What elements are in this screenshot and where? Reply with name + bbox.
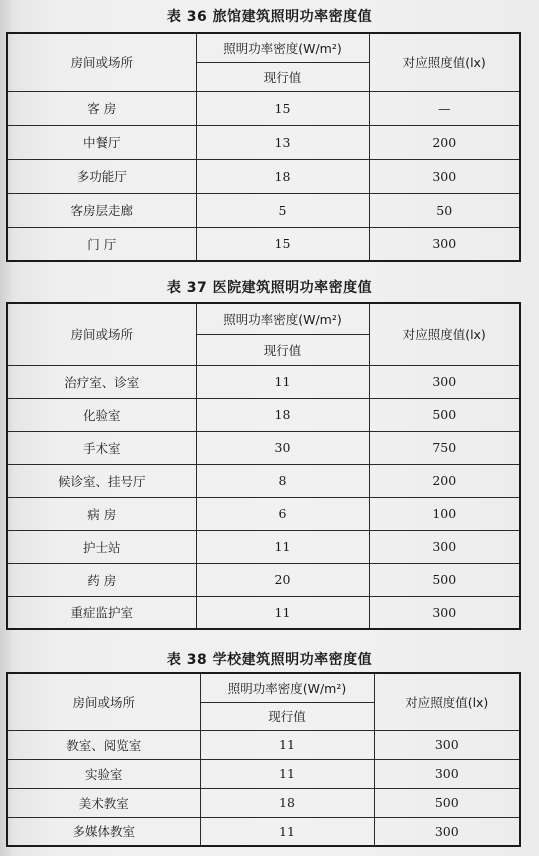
header-current: 现行值 (200, 702, 374, 730)
lux-value-cell: 300 (369, 159, 520, 193)
table-row (7, 817, 520, 846)
header-room: 房间或场所 (7, 33, 196, 91)
lux-value-cell: 300 (369, 596, 520, 629)
table-row (7, 365, 520, 398)
room-cell: 实验室 (7, 759, 200, 788)
table-row (7, 596, 520, 629)
table-row (7, 464, 520, 497)
lux-value-cell: 300 (374, 817, 520, 846)
header-lpd: 照明功率密度(W/m²) (200, 673, 374, 702)
table-row (7, 497, 520, 530)
lux-value-cell: 300 (369, 227, 520, 261)
lpd-value-cell: 18 (196, 398, 369, 431)
room-cell: 手术室 (7, 431, 196, 464)
room-cell: 病 房 (7, 497, 196, 530)
header-lux: 对应照度值(lx) (369, 303, 520, 365)
header-current: 现行值 (196, 62, 369, 91)
lux-value-cell: — (369, 91, 520, 125)
lux-value-cell: 50 (369, 193, 520, 227)
table-row (7, 530, 520, 563)
lux-value-cell: 300 (369, 365, 520, 398)
room-cell: 治疗室、诊室 (7, 365, 196, 398)
lpd-value-cell: 15 (196, 227, 369, 261)
table-body (7, 730, 520, 846)
table-row (7, 159, 520, 193)
lpd-value-cell: 8 (196, 464, 369, 497)
lpd-value-cell: 11 (200, 759, 374, 788)
lpd-value-cell: 15 (196, 91, 369, 125)
room-cell: 中餐厅 (7, 125, 196, 159)
header-lpd: 照明功率密度(W/m²) (196, 33, 369, 62)
lux-value-cell: 300 (374, 759, 520, 788)
lpd-value-cell: 18 (196, 159, 369, 193)
room-cell: 化验室 (7, 398, 196, 431)
header-room: 房间或场所 (7, 303, 196, 365)
header-lux: 对应照度值(lx) (374, 673, 520, 730)
room-cell: 候诊室、挂号厅 (7, 464, 196, 497)
lpd-value-cell: 11 (200, 730, 374, 759)
room-cell: 美术教室 (7, 788, 200, 817)
table-title: 表 37 医院建筑照明功率密度值 (166, 280, 373, 296)
room-cell: 药 房 (7, 563, 196, 596)
lux-value-cell: 500 (374, 788, 520, 817)
table-row (7, 193, 520, 227)
lpd-value-cell: 18 (200, 788, 374, 817)
room-cell: 门 厅 (7, 227, 196, 261)
table-row (7, 227, 520, 261)
hospital-lpd-table (6, 302, 521, 630)
room-cell: 多媒体教室 (7, 817, 200, 846)
table-title: 表 36 旅馆建筑照明功率密度值 (166, 9, 373, 25)
lpd-value-cell: 11 (196, 530, 369, 563)
table-row (7, 398, 520, 431)
lux-value-cell: 300 (374, 730, 520, 759)
room-cell: 客房层走廊 (7, 193, 196, 227)
lux-value-cell: 500 (369, 563, 520, 596)
lux-value-cell: 750 (369, 431, 520, 464)
table-row (7, 759, 520, 788)
header-lux: 对应照度值(lx) (369, 33, 520, 91)
header-room: 房间或场所 (7, 673, 200, 730)
hotel-lpd-table (6, 32, 521, 262)
room-cell: 护士站 (7, 530, 196, 563)
lux-value-cell: 500 (369, 398, 520, 431)
room-cell: 重症监护室 (7, 596, 196, 629)
table-body (7, 91, 520, 261)
table-title: 表 38 学校建筑照明功率密度值 (166, 652, 373, 668)
lpd-value-cell: 6 (196, 497, 369, 530)
table-body (7, 365, 520, 629)
lux-value-cell: 300 (369, 530, 520, 563)
room-cell: 多功能厅 (7, 159, 196, 193)
room-cell: 客 房 (7, 91, 196, 125)
table-row (7, 730, 520, 759)
lpd-value-cell: 20 (196, 563, 369, 596)
lpd-value-cell: 11 (200, 817, 374, 846)
lux-value-cell: 200 (369, 125, 520, 159)
table-row (7, 788, 520, 817)
lux-value-cell: 100 (369, 497, 520, 530)
lux-value-cell: 200 (369, 464, 520, 497)
header-current: 现行值 (196, 334, 369, 365)
table-row (7, 125, 520, 159)
school-lpd-table (6, 672, 521, 847)
table-row (7, 563, 520, 596)
lpd-value-cell: 30 (196, 431, 369, 464)
lpd-value-cell: 11 (196, 596, 369, 629)
lpd-value-cell: 13 (196, 125, 369, 159)
lpd-value-cell: 11 (196, 365, 369, 398)
header-lpd: 照明功率密度(W/m²) (196, 303, 369, 334)
table-row (7, 91, 520, 125)
room-cell: 教室、阅览室 (7, 730, 200, 759)
table-row (7, 431, 520, 464)
lpd-value-cell: 5 (196, 193, 369, 227)
